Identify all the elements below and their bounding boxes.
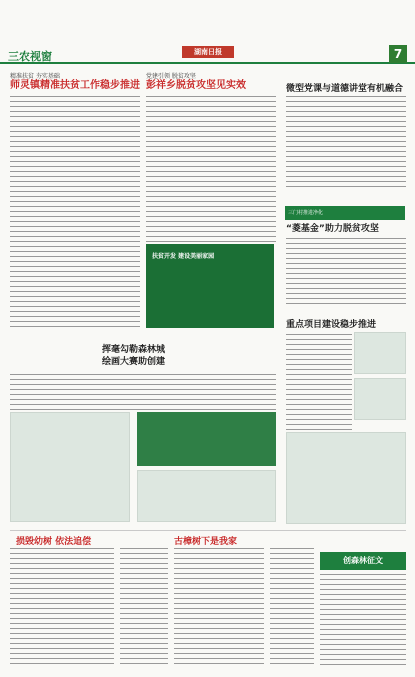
- right-headline: 微型党课与道德讲堂有机融合: [286, 84, 404, 94]
- center-headline: 挥毫勾勒森林城: [102, 345, 166, 355]
- right-low-headline: 重点项目建设稳步推进: [286, 320, 377, 330]
- training-photo: [286, 432, 406, 524]
- event-photo-banner: [137, 412, 276, 466]
- right-mid-body: [286, 238, 406, 304]
- newspaper-logo: 湖南日报: [182, 46, 234, 58]
- center-article-body: [10, 374, 276, 410]
- right-photo-1: [354, 332, 406, 374]
- left-headline: 师灵镇精准扶贫工作稳步推进: [10, 80, 140, 91]
- page-number: 7: [389, 45, 407, 63]
- bottom-left-headline: 损毁幼树 依法追偿: [16, 537, 92, 547]
- section-title: 三农视窗: [8, 50, 52, 63]
- right-photo-2: [354, 378, 406, 420]
- right-mid-kicker: 三门村推进净化: [288, 210, 324, 216]
- bottom-divider: [10, 530, 406, 531]
- event-photo-main: [10, 412, 130, 522]
- bottom-left-body: [10, 548, 114, 668]
- right-mid-headline: “菱基金”助力脱贫攻坚: [286, 224, 379, 234]
- mid-headline: 彭祥乡脱贫攻坚见实效: [146, 80, 246, 91]
- mid-article-body: [146, 96, 276, 246]
- center-subhead: 绘画大赛助创建: [102, 357, 166, 367]
- left-kicker: 精准扶贫 夯实基础: [10, 73, 60, 80]
- banner-text: 扶贫开发 建设美丽家园: [152, 253, 215, 260]
- bottom-right-banner: 创森林征文: [320, 552, 406, 570]
- left-article-body: [10, 96, 140, 328]
- bottom-right-body: [320, 574, 406, 668]
- mid-kicker: 党建引领 脱贫攻坚: [146, 73, 196, 80]
- event-photo-lower: [137, 470, 276, 522]
- right-article-body: [286, 96, 406, 188]
- bottom-mid-body: [174, 548, 264, 668]
- bottom-col-4: [270, 548, 314, 668]
- bottom-col-2: [120, 548, 168, 668]
- bottom-mid-headline: 古樟树下是我家: [174, 537, 238, 547]
- right-low-body: [286, 334, 352, 430]
